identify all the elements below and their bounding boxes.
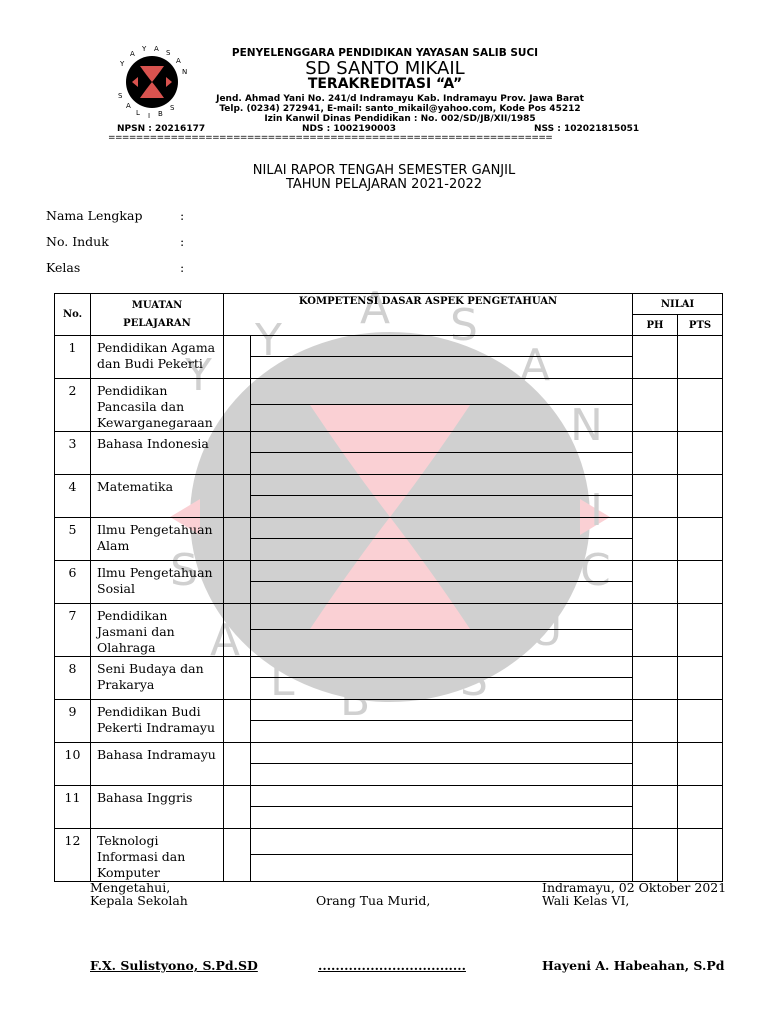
table-row	[55, 743, 723, 764]
svg-text:I: I	[148, 112, 151, 120]
svg-text:L: L	[270, 655, 295, 706]
ph-cell	[633, 786, 678, 829]
pts-cell	[678, 604, 723, 657]
kd-index-cell	[224, 379, 251, 432]
svg-text:C: C	[580, 545, 611, 596]
svg-text:L: L	[136, 109, 140, 117]
pts-cell	[678, 786, 723, 829]
table-row	[55, 336, 723, 357]
ph-cell	[633, 657, 678, 700]
ph-cell	[633, 700, 678, 743]
kd-cell	[251, 518, 633, 539]
teacher-name: Hayeni A. Habeahan, S.Pd	[542, 958, 725, 973]
subject-name: Bahasa Indonesia	[91, 432, 224, 475]
name-label: Nama Lengkap	[46, 208, 143, 223]
kd-cell	[251, 453, 633, 475]
table-row	[55, 379, 723, 405]
kd-cell	[251, 829, 633, 855]
row-number: 11	[55, 786, 91, 829]
school-name: SD SANTO MIKAIL	[305, 58, 465, 79]
address-line: Jend. Ahmad Yani No. 241/d Indramayu Kab. Indramayu Prov. Jawa Barat	[216, 94, 584, 104]
svg-text:N: N	[182, 68, 188, 76]
subject-name: Pendidikan Budi Pekerti Indramayu	[91, 700, 224, 743]
grades-table	[54, 293, 723, 882]
pts-cell	[678, 743, 723, 786]
report-title: NILAI RAPOR TENGAH SEMESTER GANJIL	[252, 163, 516, 178]
row-number: 4	[55, 475, 91, 518]
kd-cell	[251, 629, 633, 656]
svg-text:A: A	[130, 50, 135, 58]
ph-cell	[633, 432, 678, 475]
pts-cell	[678, 475, 723, 518]
permit-line: Izin Kanwil Dinas Pendidikan : No. 002/SD/JB/XII/1985	[264, 114, 536, 124]
kd-cell	[251, 404, 633, 431]
header-separator: ================================================================	[108, 133, 553, 143]
svg-text:Y: Y	[185, 350, 212, 401]
class-colon: :	[180, 260, 185, 275]
svg-text:N: N	[570, 400, 603, 451]
subject-name: Ilmu Pengetahuan Alam	[91, 518, 224, 561]
kd-cell	[251, 604, 633, 630]
kd-index-cell	[224, 743, 251, 786]
kd-index-cell	[224, 700, 251, 743]
row-number: 9	[55, 700, 91, 743]
table-row	[55, 829, 723, 855]
principal-title: Kepala Sekolah	[90, 893, 188, 908]
col-header-no: No.	[55, 294, 91, 336]
parent-name: ..................................	[318, 958, 466, 973]
kd-cell	[251, 561, 633, 582]
row-number: 7	[55, 604, 91, 657]
kd-cell	[251, 432, 633, 453]
svg-text:Y: Y	[120, 60, 125, 68]
svg-text:U: U	[530, 605, 563, 656]
col-header-nilai: NILAI	[633, 294, 723, 315]
kd-cell	[251, 786, 633, 807]
name-colon: :	[180, 208, 185, 223]
pts-cell	[678, 829, 723, 882]
subject-name: Pendidikan Pancasila dan Kewarganegaraan	[91, 379, 224, 432]
svg-text:Y: Y	[255, 315, 282, 366]
acknowledged-label: Mengetahui,	[90, 880, 171, 895]
table-row	[55, 561, 723, 582]
svg-text:S: S	[170, 545, 198, 596]
principal-name: F.X. Sulistyono, S.Pd.SD	[90, 958, 258, 973]
id-colon: :	[180, 234, 185, 249]
col-header-pts: PTS	[678, 315, 723, 336]
pts-cell	[678, 518, 723, 561]
subject-name: Teknologi Informasi dan Komputer	[91, 829, 224, 882]
ph-cell	[633, 336, 678, 379]
svg-text:I: I	[590, 485, 603, 536]
col-header-kd: KOMPETENSI DASAR ASPEK PENGETAHUAN	[224, 294, 633, 336]
report-year: TAHUN PELAJARAN 2021-2022	[285, 177, 483, 192]
place-date: Indramayu, 02 Oktober 2021	[542, 880, 727, 895]
pts-cell	[678, 700, 723, 743]
col-header-subject	[91, 294, 224, 336]
svg-text:S: S	[166, 49, 171, 57]
kd-index-cell	[224, 475, 251, 518]
teacher-title: Wali Kelas VI,	[542, 893, 630, 908]
ph-cell	[633, 829, 678, 882]
svg-text:S: S	[170, 104, 175, 112]
parent-title: Orang Tua Murid,	[316, 893, 431, 908]
row-number: 3	[55, 432, 91, 475]
row-number: 2	[55, 379, 91, 432]
kd-index-cell	[224, 657, 251, 700]
row-number: 1	[55, 336, 91, 379]
organizer-line: PENYELENGGARA PENDIDIKAN YAYASAN SALIB SUCI	[231, 47, 539, 59]
nds: NDS : 1002190003	[302, 124, 396, 134]
subject-name: Pendidikan Jasmani dan Olahraga	[91, 604, 224, 657]
kd-cell	[251, 496, 633, 518]
ph-cell	[633, 518, 678, 561]
table-row	[55, 432, 723, 453]
subject-name: Pendidikan Agama dan Budi Pekerti	[91, 336, 224, 379]
col-header-subject-line1: MUATAN	[131, 300, 183, 311]
table-row	[55, 518, 723, 539]
row-number: 5	[55, 518, 91, 561]
svg-text:S: S	[450, 300, 478, 351]
nss: NSS : 102021815051	[534, 124, 640, 134]
subject-name: Bahasa Indramayu	[91, 743, 224, 786]
pts-cell	[678, 657, 723, 700]
pts-cell	[678, 379, 723, 432]
table-row	[55, 700, 723, 721]
kd-index-cell	[224, 518, 251, 561]
svg-text:A: A	[520, 340, 551, 391]
svg-text:B: B	[158, 110, 163, 118]
svg-text:B: B	[340, 675, 371, 726]
pts-cell	[678, 432, 723, 475]
svg-text:Y: Y	[142, 45, 147, 53]
accreditation: TERAKREDITASI “A”	[307, 76, 463, 92]
svg-text:A: A	[360, 285, 391, 334]
npsn: NPSN : 20216177	[117, 124, 206, 134]
row-number: 10	[55, 743, 91, 786]
subject-name: Seni Budaya dan Prakarya	[91, 657, 224, 700]
table-row	[55, 475, 723, 496]
ph-cell	[633, 379, 678, 432]
ph-cell	[633, 743, 678, 786]
pts-cell	[678, 336, 723, 379]
ph-cell	[633, 604, 678, 657]
kd-cell	[251, 743, 633, 764]
kd-cell	[251, 764, 633, 786]
kd-index-cell	[224, 786, 251, 829]
kd-cell	[251, 357, 633, 379]
subject-name: Ilmu Pengetahuan Sosial	[91, 561, 224, 604]
kd-cell	[251, 700, 633, 721]
kd-cell	[251, 475, 633, 496]
row-number: 8	[55, 657, 91, 700]
svg-text:A: A	[210, 615, 241, 666]
subject-name: Bahasa Inggris	[91, 786, 224, 829]
kd-index-cell	[224, 829, 251, 882]
kd-index-cell	[224, 604, 251, 657]
table-row	[55, 604, 723, 630]
contact-line: Telp. (0234) 272941, E-mail: santo_mikail@yahoo.com, Kode Pos 45212	[219, 104, 581, 114]
kd-cell	[251, 678, 633, 700]
kd-cell	[251, 336, 633, 357]
row-number: 12	[55, 829, 91, 882]
ph-cell	[633, 561, 678, 604]
svg-text:S: S	[118, 92, 123, 100]
kd-index-cell	[224, 432, 251, 475]
table-row	[55, 786, 723, 807]
table-row	[55, 657, 723, 678]
kd-cell	[251, 582, 633, 604]
row-number: 6	[55, 561, 91, 604]
svg-text:S: S	[460, 655, 488, 706]
class-label: Kelas	[46, 260, 81, 275]
svg-text:A: A	[176, 57, 181, 65]
kd-cell	[251, 854, 633, 881]
svg-text:A: A	[154, 45, 159, 53]
ph-cell	[633, 475, 678, 518]
kd-cell	[251, 657, 633, 678]
kd-index-cell	[224, 336, 251, 379]
kd-cell	[251, 379, 633, 405]
kd-cell	[251, 539, 633, 561]
kd-cell	[251, 807, 633, 829]
svg-text:A: A	[126, 102, 131, 110]
kd-cell	[251, 721, 633, 743]
col-header-ph: PH	[633, 315, 678, 336]
kd-index-cell	[224, 561, 251, 604]
subject-name: Matematika	[91, 475, 224, 518]
id-label: No. Induk	[46, 234, 109, 249]
pts-cell	[678, 561, 723, 604]
col-header-subject-line2: PELAJARAN	[123, 318, 191, 329]
